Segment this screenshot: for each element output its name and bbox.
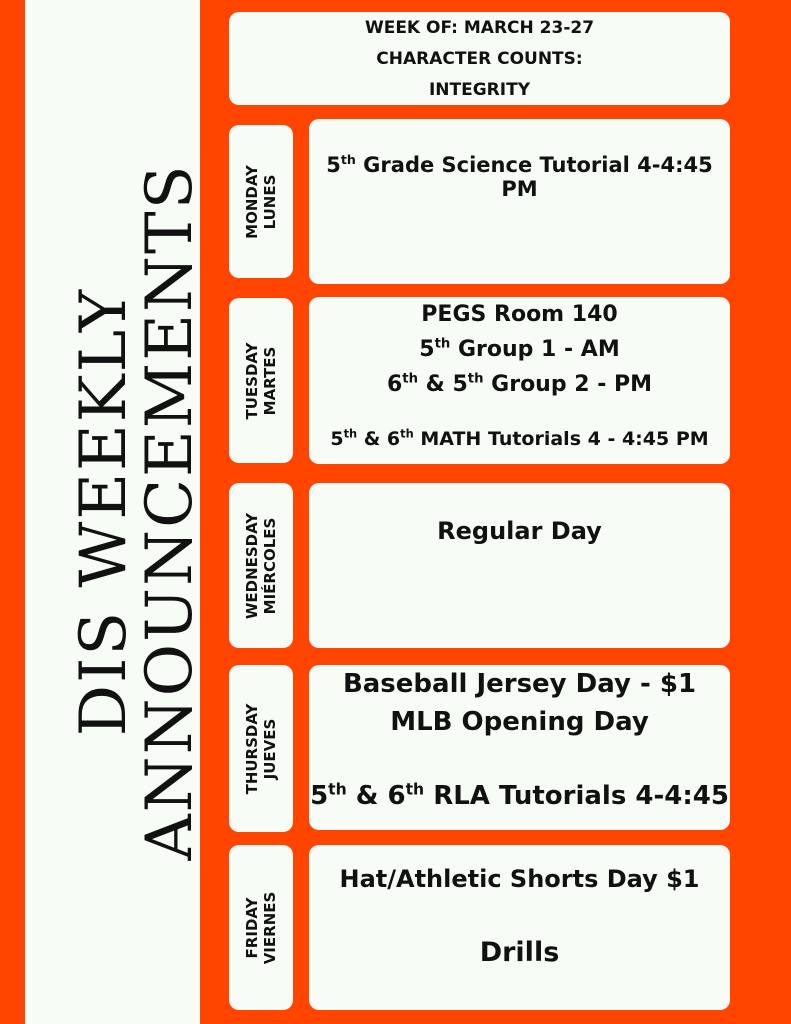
day-content-wednesday	[309, 483, 730, 648]
week-of: WEEK OF: MARCH 23-27	[364, 18, 595, 38]
monday-line-1: 5th Grade Science Tutorial 4-4:45 PM	[326, 152, 713, 201]
day-es: LUNES	[261, 174, 279, 229]
day-label-monday	[229, 125, 293, 278]
day-label-wednesday	[229, 483, 293, 648]
day-content-thursday	[309, 665, 730, 830]
day-es: JUEVES	[261, 718, 279, 779]
day-label-thursday	[229, 665, 293, 832]
day-content-monday	[309, 119, 730, 284]
title-panel	[25, 0, 207, 1024]
wednesday-line-1: Regular Day	[437, 517, 602, 545]
week-header	[229, 12, 730, 105]
day-en: THURSDAY	[243, 703, 261, 794]
thursday-line-1: Baseball Jersey Day - $1	[342, 669, 697, 699]
tuesday-line-2: 5th Group 1 - AM	[419, 336, 620, 362]
day-en: TUESDAY	[243, 342, 261, 419]
thursday-line-3: 5th & 6th RLA Tutorials 4-4:45	[310, 780, 729, 811]
friday-line-2: Drills	[479, 937, 560, 968]
page-title	[67, 163, 207, 861]
character-counts-value: INTEGRITY	[428, 80, 531, 100]
character-counts-label: CHARACTER COUNTS:	[376, 49, 583, 69]
tuesday-line-4: 5th & 6th MATH Tutorials 4 - 4:45 PM	[330, 426, 709, 450]
tuesday-line-1: PEGS Room 140	[421, 302, 618, 327]
day-content-friday	[309, 845, 730, 1010]
day-es: VIERNES	[261, 891, 279, 964]
tuesday-line-3: 6th & 5th Group 2 - PM	[386, 371, 653, 397]
title-line-1: DIS WEEKLY	[67, 287, 141, 737]
day-content-tuesday	[309, 297, 730, 464]
day-label-friday	[229, 845, 293, 1010]
day-label-tuesday	[229, 298, 293, 463]
friday-line-1: Hat/Athletic Shorts Day $1	[339, 865, 700, 893]
title-line-2: ANNOUNCEMENTS	[133, 163, 207, 861]
thursday-line-2: MLB Opening Day	[390, 707, 649, 737]
day-en: WEDNESDAY	[243, 512, 261, 619]
day-en: FRIDAY	[243, 897, 261, 958]
day-es: MARTES	[261, 346, 279, 415]
day-en: MONDAY	[243, 164, 261, 239]
day-es: MIÉRCOLES	[261, 517, 279, 614]
